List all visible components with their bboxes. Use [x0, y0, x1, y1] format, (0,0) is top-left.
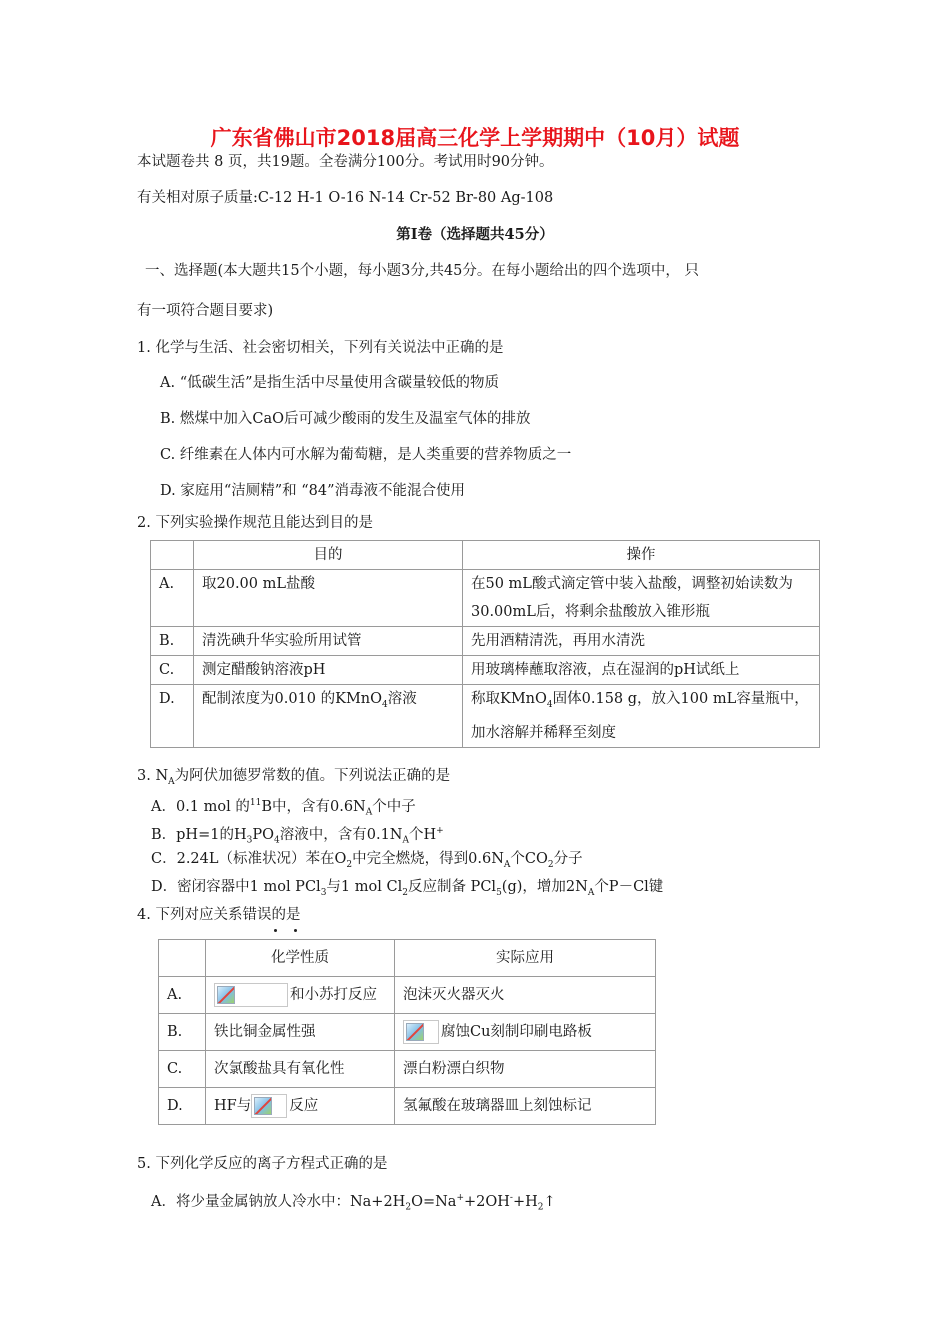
- text: A．将少量金属钠放人冷水中：Na+2H: [151, 1193, 406, 1210]
- row-label: B.: [151, 627, 194, 656]
- text: 3. N: [137, 768, 169, 784]
- table-row: [151, 656, 820, 685]
- subscript: A: [503, 859, 511, 870]
- question-1-option-b: B. 燃煤中加入CaO后可减少酸雨的发生及温室气体的排放: [160, 411, 531, 427]
- broken-image-icon: [251, 1094, 287, 1118]
- table-header: 实际应用: [395, 940, 656, 977]
- subscript: 2: [402, 887, 408, 898]
- page-title: 广东省佛山市2018届高三化学上学期期中（10月）试题: [210, 126, 740, 150]
- superscript: +: [436, 826, 444, 836]
- property-cell: [206, 977, 395, 1014]
- question-1-option-a: A. “低碳生活”是指生活中尽量使用含碳量较低的物质: [160, 375, 500, 391]
- row-label: A.: [159, 977, 206, 1014]
- subscript: 3: [320, 887, 327, 898]
- purpose-cell: 取20.00 mL盐酸: [194, 570, 463, 627]
- question-1-stem: 1. 化学与生活、社会密切相关，下列有关说法中正确的是: [137, 340, 504, 356]
- section-instructions: 一、选择题(本大题共15个小题，每小题3分,共45分。在每小题给出的四个选项中， 只: [145, 263, 699, 279]
- subscript: A: [587, 887, 595, 898]
- row-label: B.: [159, 1014, 206, 1051]
- text: 反应制备 PCl: [407, 879, 497, 895]
- subscript: 3: [246, 835, 253, 846]
- operation-cell: 先用酒精清洗，再用水清洗: [463, 627, 820, 656]
- section-instructions-cont: 有一项符合题目要求): [137, 303, 274, 319]
- subscript: 4: [274, 835, 280, 846]
- table-header: 操作: [463, 541, 820, 570]
- row-label: D.: [151, 685, 194, 748]
- intro-line: 本试题卷共 8 页，共19题。全卷满分100分。考试用时90分钟。: [137, 154, 554, 170]
- text: 固体0.158 g，放入100 mL容量瓶中，加水溶解并稀释至刻度: [471, 691, 809, 741]
- question-5-option-a: [151, 1188, 556, 1218]
- subscript: 2: [405, 1202, 412, 1213]
- table-header-row: [151, 541, 820, 570]
- question-1-option-c: C. 纤维素在人体内可水解为葡萄糖，是人类重要的营养物质之一: [160, 447, 572, 463]
- question-5-stem: 5. 下列化学反应的离子方程式正确的是: [137, 1156, 388, 1172]
- text: PO: [252, 826, 274, 843]
- table-row: [159, 1014, 656, 1051]
- text: 个CO: [510, 851, 548, 867]
- subscript: 5: [496, 887, 502, 898]
- row-label: C.: [151, 656, 194, 685]
- text: A．0.1 mol 的: [151, 798, 250, 815]
- table-row: [151, 570, 820, 627]
- property-cell: 次氯酸盐具有氧化性: [206, 1051, 395, 1088]
- table-header: 目的: [194, 541, 463, 570]
- text: ↑: [543, 1193, 556, 1210]
- subscript: 2: [547, 859, 554, 870]
- text: 个H: [408, 826, 437, 843]
- text: C．2.24L（标准状况）苯在O: [151, 851, 347, 867]
- broken-image-icon: [214, 983, 288, 1007]
- text: 个中子: [372, 798, 416, 815]
- table-row: [159, 1088, 656, 1125]
- emphasis-dot: [294, 929, 297, 932]
- question-2-table: [150, 540, 820, 748]
- table-row: [159, 1051, 656, 1088]
- superscript: +: [456, 1193, 464, 1203]
- operation-cell: [463, 685, 820, 748]
- superscript: -: [509, 1193, 513, 1203]
- application-cell: 漂白粉漂白织物: [395, 1051, 656, 1088]
- table-row: [159, 977, 656, 1014]
- text: 分子: [553, 851, 583, 867]
- text: B中，含有0.6N: [261, 798, 366, 815]
- table-row: [151, 685, 820, 748]
- text: 和小苏打反应: [290, 987, 377, 1003]
- text: 配制浓度为0.010 的KMnO: [202, 691, 383, 707]
- text: D．密闭容器中1 mol PCl: [151, 879, 321, 895]
- text: B．pH=1的H: [151, 826, 247, 843]
- application-cell: 氢氟酸在玻璃器皿上刻蚀标记: [395, 1088, 656, 1125]
- operation-cell: 用玻璃棒蘸取溶液，点在湿润的pH试纸上: [463, 656, 820, 685]
- question-3-option-c: [151, 849, 583, 875]
- application-cell: 泡沫灭火器灭火: [395, 977, 656, 1014]
- question-3-option-d: [151, 877, 663, 903]
- question-4-stem: 4. 下列对应关系错误的是: [137, 907, 301, 923]
- question-2-stem: 2. 下列实验操作规范且能达到目的是: [137, 515, 373, 531]
- application-cell: [395, 1014, 656, 1051]
- part-heading: 第Ⅰ卷（选择题共45分）: [396, 226, 554, 243]
- text: 与1 mol Cl: [326, 879, 403, 895]
- question-3-option-b: [151, 821, 444, 851]
- text: +H: [512, 1193, 538, 1210]
- text: 反应: [289, 1098, 319, 1114]
- operation-cell: 在50 mL酸式滴定管中装入盐酸，调整初始读数为30.00mL后，将剩余盐酸放入锥形瓶: [463, 570, 820, 627]
- question-1-option-d: D. 家庭用“洁厕精”和 “84”消毒液不能混合使用: [160, 483, 466, 499]
- subscript: 2: [537, 1202, 544, 1213]
- text: 为阿伏加德罗常数的值。下列说法正确的是: [174, 768, 451, 784]
- text: +2OH: [463, 1193, 510, 1210]
- table-header: 化学性质: [206, 940, 395, 977]
- purpose-cell: 清洗碘升华实验所用试管: [194, 627, 463, 656]
- subscript: 4: [546, 699, 553, 710]
- question-4-table: [158, 939, 656, 1125]
- question-3-option-a: [151, 793, 416, 823]
- table-cell: [151, 541, 194, 570]
- text: 腐蚀Cu刻制印刷电路板: [441, 1024, 592, 1040]
- atomic-mass-line: 有关相对原子质量:C-12 H-1 O-16 N-14 Cr-52 Br-80 Ag-108: [137, 190, 554, 206]
- table-header-row: [159, 940, 656, 977]
- subscript: A: [402, 835, 409, 846]
- text: 中完全燃烧，得到0.6N: [352, 851, 504, 867]
- purpose-cell: [194, 685, 463, 748]
- purpose-cell: 测定醋酸钠溶液pH: [194, 656, 463, 685]
- subscript: 2: [346, 859, 353, 870]
- broken-image-icon: [403, 1020, 439, 1044]
- table-row: [151, 627, 820, 656]
- subscript: 4: [382, 699, 388, 710]
- text: HF与: [214, 1098, 252, 1114]
- table-cell: [159, 940, 206, 977]
- subscript: A: [365, 807, 373, 818]
- property-cell: 铁比铜金属性强: [206, 1014, 395, 1051]
- emphasis-dot: [274, 929, 277, 932]
- text: O=Na: [411, 1193, 457, 1210]
- superscript: 11: [249, 798, 262, 808]
- text: 溶液中，含有0.1N: [279, 826, 403, 843]
- text: 称取KMnO: [471, 691, 547, 707]
- text: 个P－Cl键: [594, 879, 664, 895]
- row-label: D.: [159, 1088, 206, 1125]
- text: 溶液: [387, 691, 417, 707]
- row-label: C.: [159, 1051, 206, 1088]
- question-3-stem: [137, 766, 450, 792]
- text: (g)，增加2N: [501, 879, 588, 895]
- subscript: A: [168, 776, 175, 787]
- property-cell: [206, 1088, 395, 1125]
- row-label: A.: [151, 570, 194, 627]
